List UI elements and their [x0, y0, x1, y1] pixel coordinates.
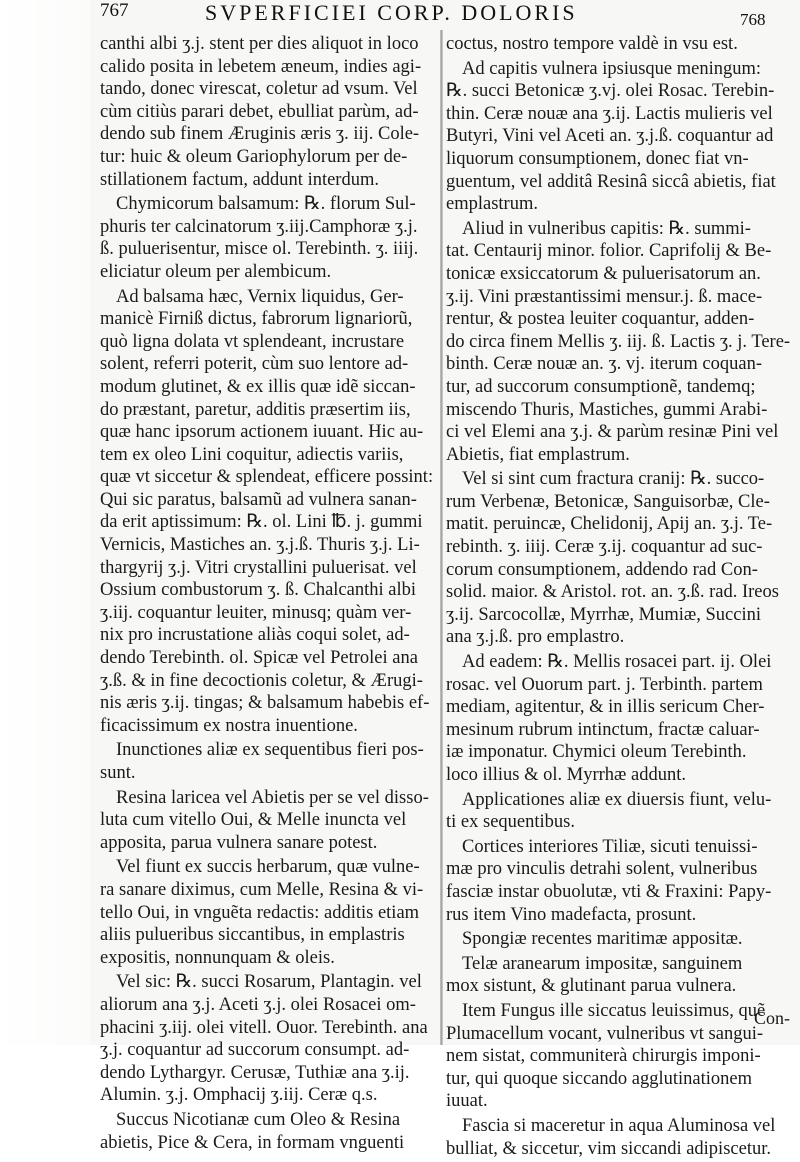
page-number-right: 768 [740, 10, 766, 29]
text-line: Ad balsama hæc, Vernix liquidus, Ger- [116, 286, 404, 307]
text-line: ʒ.j. coquantur ad succorum consumpt. ad- [100, 1040, 410, 1061]
text-line: Ad capitis vulnera ipsiusque meningum: [462, 58, 762, 79]
paragraph [446, 651, 792, 787]
text-line: Vel sic: ℞. succi Rosarum, Plantagin. vel [116, 972, 422, 993]
text-line: abietis, Pice & Cera, in formam vnguenti [100, 1132, 405, 1153]
text-line: rosac. vel Ouorum part. j. Terbinth. partem [446, 674, 763, 695]
text-line: thargyrij ʒ.j. Vitri crystallini puluerisat. vel [100, 557, 417, 578]
text-line: ʒ.iij. coquantur leuiter, minusq; quàm ver- [100, 602, 412, 623]
text-line: mox sistunt, & glutinant parua vulnera. [446, 976, 737, 997]
text-line: expositis, nonnunquam & oleis. [100, 947, 335, 968]
page-header [0, 0, 800, 30]
text-line: Plumacellum vocant, vulneribus vt sangui- [446, 1023, 764, 1044]
paragraph [100, 193, 438, 283]
paragraph [446, 468, 792, 649]
text-line: cùm citiùs parari debet, ebulliat parùm, ad- [100, 101, 419, 122]
catchword: Con- [754, 1008, 790, 1028]
paragraph [446, 218, 792, 467]
text-line: solid. maior. & Aristol. rot. an. ʒ.ß. rad. Ireos [446, 582, 779, 603]
page-margin [0, 0, 90, 1045]
text-line: tur, ad succorum consumptionẽ, tandemq; [446, 376, 756, 397]
paragraph [446, 33, 792, 56]
text-line: Cortices interiores Tiliæ, sicuti tenuissi- [462, 836, 758, 857]
text-line: aliorum ana ʒ.j. Aceti ʒ.j. olei Rosacei om- [100, 994, 416, 1015]
text-line: nix pro incrustatione aliàs coqui solet, ad- [100, 625, 410, 646]
text-line: thin. Ceræ nouæ ana ʒ.ij. Lactis mulieris vel [446, 103, 773, 124]
text-line: tat. Centaurij minor. folior. Caprifolij & Be- [446, 241, 772, 262]
text-line: Ossium combustorum ʒ. ß. Chalcanthi albi [100, 580, 416, 601]
text-line: rentur, & postea leuiter coquantur, adden- [446, 309, 755, 330]
text-line: Chymicorum balsamum: ℞. florum Sul- [116, 194, 416, 215]
text-line: Qui sic paratus, balsamũ ad vulnera sanan- [100, 489, 417, 510]
text-line: emplastrum. [446, 194, 538, 215]
text-line: Telæ aranearum impositæ, sanguinem [462, 953, 743, 974]
text-line: iæ imponatur. Chymici oleum Terebinth. [446, 742, 747, 763]
text-line: mediam, agitentur, & in illis sericum Cher- [446, 697, 765, 718]
text-line: rum Verbenæ, Betonicæ, Sanguisorbæ, Cle- [446, 491, 770, 512]
text-line: aliis pulueribus siccantibus, in emplastris [100, 925, 405, 946]
text-line: binth. Ceræ nouæ an. ʒ. vj. iterum coquan- [446, 354, 762, 375]
text-line: tur, qui quoque siccando agglutinationem [446, 1068, 752, 1089]
text-line: quæ vt siccetur & splendeat, efficere possint: [100, 467, 434, 488]
text-line: modum glutinet, & ex illis quæ idẽ siccan- [100, 376, 416, 397]
text-line: phuris ter calcinatorum ʒ.iij.Camphoræ ʒ.j. [100, 216, 418, 237]
text-line: Fascia si maceretur in aqua Aluminosa vel [462, 1115, 776, 1136]
text-line: tonicæ exsiccatorum & puluerisatorum an. [446, 263, 761, 284]
text-line: dendo Lythargyr. Cerusæ, Tuthiæ ana ʒ.ij. [100, 1062, 410, 1083]
text-line: Applicationes aliæ ex diuersis fiunt, velu- [462, 789, 772, 810]
text-line: ficacissimum ex nostra inuentione. [100, 715, 358, 736]
text-line: ʒ.ij. Vini præstantissimi mensur.j. ß. mace- [446, 286, 763, 307]
text-line: ti ex sequentibus. [446, 812, 575, 833]
text-line: da erit aptissimum: ℞. ol. Lini ℔. j. gummi [100, 512, 423, 533]
text-line: Abietis, fiat emplastrum. [446, 444, 630, 465]
text-line: Alumin. ʒ.j. Omphacij ʒ.iij. Ceræ q.s. [100, 1085, 378, 1106]
text-line: sunt. [100, 763, 136, 783]
paragraph [100, 33, 438, 191]
paragraph [100, 1109, 438, 1154]
text-line: dendo Terebinth. ol. Spicæ vel Petrolei ana [100, 648, 418, 669]
paragraph [446, 836, 792, 926]
text-line: Vel si sint cum fractura cranij: ℞. succo- [462, 469, 765, 490]
text-line: ʒ.ß. & in fine decoctionis coletur, & Ærugi- [100, 670, 423, 691]
text-line: mæ pro vinculis detrahi solent, vulneribus [446, 859, 758, 880]
text-line: Succus Nicotianæ cum Oleo & Resina [116, 1109, 401, 1130]
text-line: fasciæ instar obuolutæ, vti & Fraxini: Papy- [446, 881, 772, 902]
text-line: loco illius & ol. Myrrhæ addunt. [446, 765, 686, 785]
text-line: nem sistat, communiterà chirurgis imponi- [446, 1046, 761, 1067]
paragraph [446, 789, 792, 834]
text-line: eliciatur oleum per alembicum. [100, 261, 332, 282]
text-line: Item Fungus ille siccatus leuissimus, quẽ [462, 1000, 766, 1021]
text-line: Butyri, Vini vel Aceti an. ʒ.j.ß. coquantur ad [446, 126, 774, 147]
text-line: tando, donec virescat, coletur ad vsum. Vel [100, 79, 418, 100]
text-line: corum consumptionem, addendo rad Con- [446, 559, 758, 580]
text-line: do præstant, paretur, additis præsertim iis, [100, 399, 411, 420]
paragraph [100, 971, 438, 1107]
paragraph [100, 739, 438, 784]
text-line: matit. peruincæ, Chelidonij, Apij an. ʒ.j. Te- [446, 514, 773, 535]
paragraph [446, 1000, 792, 1113]
text-line: Ad eadem: ℞. Mellis rosacei part. ij. Olei [462, 652, 772, 673]
text-line: dendo sub finem Æruginis æris ʒ. iij. Cole- [100, 124, 420, 145]
text-line: Inunctiones aliæ ex sequentibus fieri pos- [116, 740, 424, 761]
text-line: tello Oui, in vnguẽta redactis: additis etiam [100, 902, 420, 923]
running-title: SVPERFICIEI CORP. DOLORIS [205, 0, 578, 25]
text-line: Resina laricea vel Abietis per se vel disso- [116, 787, 429, 808]
text-line: ci vel Elemi ana ʒ.j. & parùm resinæ Pini vel [446, 422, 779, 443]
text-line: tur: huic & oleum Gariophylorum per de- [100, 146, 408, 167]
paragraph [100, 286, 438, 738]
text-line: bulliat, & siccetur, vim siccandi adipiscetur. [446, 1138, 771, 1159]
text-line: iuuat. [446, 1091, 488, 1112]
text-line: quæ hanc ipsorum actionem iuuant. Hic au- [100, 422, 424, 443]
text-line: miscendo Thuris, Mastiches, gummi Arabi- [446, 399, 768, 420]
paragraph [446, 1115, 792, 1160]
text-line: ra sanare diximus, cum Melle, Resina & vi- [100, 879, 424, 900]
paragraph [446, 928, 792, 951]
text-line: guentum, vel additâ Resinâ siccâ abietis, fiat [446, 171, 776, 192]
paragraph [100, 856, 438, 969]
paragraph [446, 58, 792, 216]
right-text-column [446, 33, 792, 1162]
text-line: Vel fiunt ex succis herbarum, quæ vulne- [116, 857, 420, 878]
left-text-column [100, 33, 438, 1156]
text-line: coctus, nostro tempore valdè in vsu est. [446, 34, 738, 54]
text-line: calido posita in lebetem æneum, indies agi- [100, 56, 422, 77]
text-line: solent, referri poterit, cùm suo lentore ad- [100, 354, 409, 375]
text-line: ℞. succi Betonicæ ʒ.vj. olei Rosac. Terebin- [446, 81, 775, 102]
column-gutter [440, 30, 443, 1045]
text-line: do circa finem Mellis ʒ. iij. ß. Lactis ʒ. j. Tere- [446, 331, 791, 352]
text-line: ß. puluerisentur, misce ol. Terebinth. ʒ. iiij. [100, 239, 419, 260]
text-line: quò ligna dolata vt splendeant, incrustare [100, 331, 405, 352]
text-line: tem ex oleo Lini coquitur, adiectis variis, [100, 444, 404, 465]
text-line: nis æris ʒ.ij. tingas; & balsamum habebis ef- [100, 693, 430, 714]
text-line: Spongiæ recentes maritimæ appositæ. [462, 929, 743, 950]
text-line: rus item Vino madefacta, prosunt. [446, 904, 697, 925]
page-number-left: 767 [100, 0, 129, 21]
text-line: apposita, parua vulnera sanare potest. [100, 832, 378, 853]
text-line: luta cum vitello Oui, & Melle inuncta vel [100, 810, 407, 831]
text-line: Aliud in vulneribus capitis: ℞. summi- [462, 218, 751, 239]
text-line: rebinth. ʒ. iiij. Ceræ ʒ.ij. coquantur ad suc- [446, 537, 763, 558]
text-line: canthi albi ʒ.j. stent per dies aliquot in loco [100, 34, 419, 54]
text-line: ʒ.ij. Sarcocollæ, Myrrhæ, Mumiæ, Succini [446, 604, 761, 625]
text-line: stillationem factum, addunt interdum. [100, 169, 379, 190]
text-line: ana ʒ.j.ß. pro emplastro. [446, 627, 625, 648]
paragraph [100, 787, 438, 855]
text-line: mesinum rubrum intinctum, fractæ caluar- [446, 719, 760, 740]
text-line: phacini ʒ.iij. olei vitell. Ouor. Terebinth. ana [100, 1017, 428, 1038]
text-line: Vernicis, Mastiches an. ʒ.j.ß. Thuris ʒ.j. Li- [100, 535, 420, 556]
text-line: liquorum consumptionem, donec fiat vn- [446, 148, 749, 169]
paragraph [446, 953, 792, 998]
text-line: manicè Firniß dictus, fabrorum lignariorũ, [100, 309, 413, 330]
